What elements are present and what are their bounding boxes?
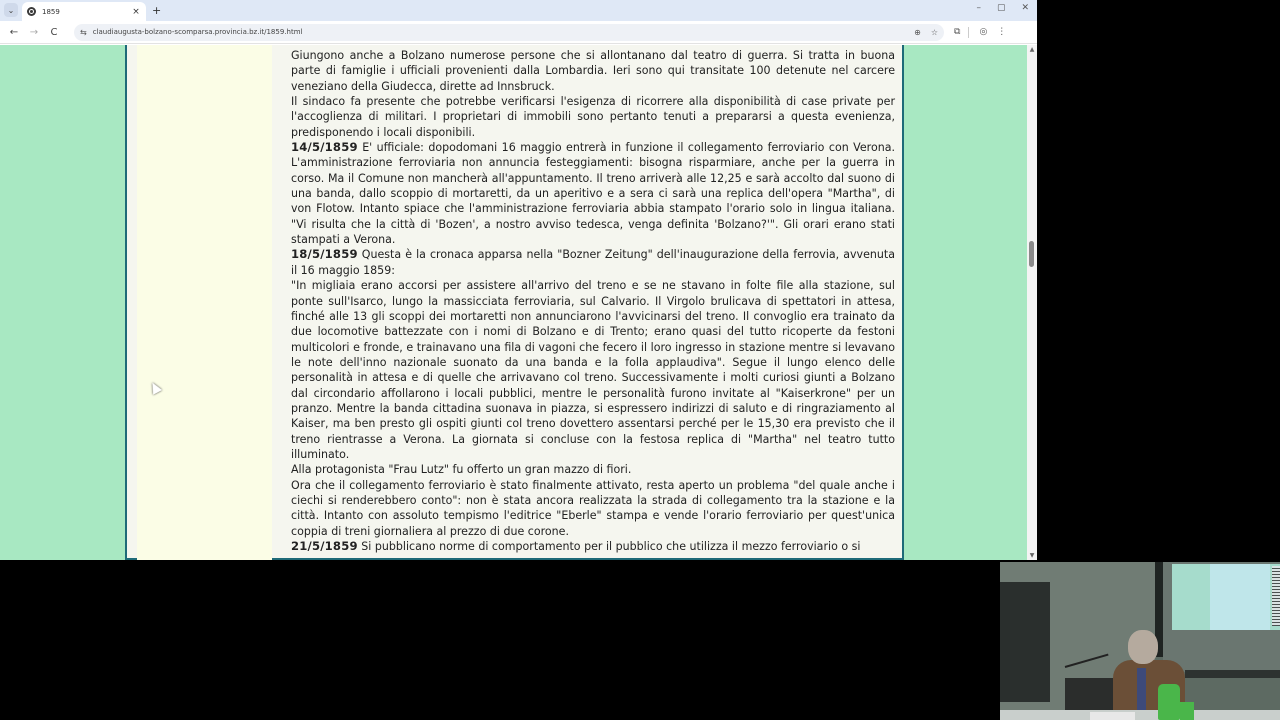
paragraph: Alla protagonista "Frau Lutz" fu offerto un gran mazzo di fiori. xyxy=(291,463,632,477)
paragraph: Ora che il collegamento ferroviario è stato finalmente attivato, resta aperto un problema "del quale anche i ciechi si renderebbero conto": non è stata ancora realizzata la strada di collegamento tra la stazione e la città. Intanto con assoluto tempismo l'editrice "Eberle" stampa e vende l'orario ferroviario per quest'unica coppia di treni giornaliera al prezzo di due corone. xyxy=(291,478,895,538)
article-content xyxy=(291,48,895,554)
globe-icon xyxy=(27,7,36,16)
webcam-desk xyxy=(1000,710,1280,720)
site-info-icon[interactable]: ⇆ xyxy=(80,27,87,37)
tab-strip xyxy=(0,0,1037,21)
webcam-projected-text xyxy=(1272,566,1280,626)
paragraph: "In migliaia erano accorsi per assistere all'arrivo del treno e se ne stavano in folte file alla stazione, sul ponte sull'Isarco, lungo la massicciata ferroviaria, sul Calvario. Il Virgolo brulicava di spettatori in attesa, finché alle 13 gli scoppi dei mortaretti non annunciarono l'avvicinarsi del treno. Il convoglio era trainato da due locomotive battezzate con i nomi di Bolzano e di Trento; erano quasi del tutto ricoperte da festoni multicolori e fronde, e trainavano una fila di vagoni che fecero il loro ingresso in stazione mentre si levavano le note dell'inno nazionale suonato da una banda e la folla applaudiva". Segue il lungo elenco delle personalità in attesa e di quelle che arrivavano col treno. Successivamente i molti curiosi giunti a Bolzano dal circondario affollarono i locali pubblici, mentre le personalità furono invitate al "Kaiserkrone" per un pranzo. Mentre la banda cittadina suonava in piazza, si espressero indirizzi di saluto e di ringraziamento al Kaiser, ma ben presto gli ospiti giunti col treno dovettero assentarsi perché per le 15,30 era previsto che il treno rientrasse a Verona. La giornata si concluse con la festosa replica di "Martha" nel teatro tutto illuminato. xyxy=(291,279,895,461)
entry-date: 21/5/1859 xyxy=(291,539,358,553)
window-controls xyxy=(976,3,1029,13)
webcam-overlay xyxy=(1000,562,1280,720)
extensions-icon[interactable]: ⧉ xyxy=(954,27,961,37)
menu-icon[interactable]: ⋮ xyxy=(997,27,1007,37)
browser-toolbar xyxy=(0,21,1037,44)
scroll-down-arrow-icon[interactable]: ▼ xyxy=(1029,552,1035,559)
tab-1859[interactable] xyxy=(22,2,146,21)
webcam-cabinet xyxy=(1000,582,1050,702)
left-column xyxy=(137,45,272,560)
toolbar-divider xyxy=(968,27,969,38)
page-viewport xyxy=(0,45,1037,560)
scrollbar-thumb[interactable] xyxy=(1029,241,1034,267)
webcam-laptop xyxy=(1065,678,1120,710)
webcam-nameplate xyxy=(1090,712,1135,720)
back-button[interactable]: ← xyxy=(9,26,19,38)
webcam-bottle xyxy=(1158,684,1180,720)
close-tab-icon[interactable]: × xyxy=(132,6,140,17)
profile-icon[interactable]: ◎ xyxy=(979,27,988,37)
webcam-beam xyxy=(1185,670,1280,678)
paragraph: 21/5/1859 Si pubblicano norme di comportamento per il pubblico che utilizza il mezzo ferroviario o si xyxy=(291,539,861,553)
webcam-cup xyxy=(1180,702,1194,720)
close-window-button[interactable]: ✕ xyxy=(1021,3,1029,13)
forward-button[interactable]: → xyxy=(29,26,39,38)
bookmark-star-icon[interactable]: ☆ xyxy=(930,27,938,37)
webcam-speaker-head xyxy=(1128,630,1158,664)
paragraph: 14/5/1859 E' ufficiale: dopodomani 16 maggio entrerà in funzione il collegamento ferroviario con Verona. L'amministrazione ferroviaria non annuncia festeggiamenti: bisogna risparmiare, anche per la guerra in corso. Ma il Comune non mancherà all'appuntamento. Il treno arriverà alle 12,25 e sarà accolto dal suono di una banda, dallo scoppio di mortaretti, da un aperitivo e a sera ci sarà una replica dell'opera "Martha", di von Flotow. Intanto spiace che l'amministrazione ferroviaria abbia stampato l'orario solo in lingua italiana. "Vi risulta che la città di 'Bozen', a nostro avviso tedesca, venga definita 'Bolzano?'". Gli orari erano stati stampati a Verona. xyxy=(291,140,895,247)
url-text[interactable]: claudiaugusta-bolzano-scomparsa.provincia.bz.it/1859.html xyxy=(92,28,303,36)
entry-date: 18/5/1859 xyxy=(291,247,358,262)
zoom-icon[interactable]: ⊕ xyxy=(914,27,921,37)
maximize-button[interactable]: ▢ xyxy=(996,3,1006,13)
tab-search-icon[interactable]: ⌄ xyxy=(4,3,18,17)
minimize-button[interactable]: – xyxy=(976,3,981,13)
webcam-projected-page xyxy=(1210,564,1270,630)
address-bar[interactable] xyxy=(74,24,944,41)
scroll-up-arrow-icon[interactable]: ▲ xyxy=(1029,46,1035,53)
paragraph: 18/5/1859 Questa è la cronaca apparsa nella "Bozner Zeitung" dell'inaugurazione della ferrovia, avvenuta il 16 maggio 1859: xyxy=(291,247,895,277)
new-tab-button[interactable]: + xyxy=(152,4,162,17)
webcam-speaker-tie xyxy=(1137,668,1146,710)
paragraph: Giungono anche a Bolzano numerose persone che si allontanano dal teatro di guerra. Si tratta in buona parte di famiglie i ufficiali provenienti dalla Lombardia. Ieri sono qui transitate 100 detenute nel carcere veneziano della Giudecca, dirette ad Innsbruck. xyxy=(291,49,895,93)
paragraph: Il sindaco fa presente che potrebbe verificarsi l'esigenza di ricorrere alla disponibilità di case private per l'accoglienza di militari. I proprietari di immobili sono pertanto tenuti a prepararsi a questa evenienza, predisponendo i locali disponibili. xyxy=(291,95,895,139)
tab-title: 1859 xyxy=(42,7,60,16)
vertical-scrollbar[interactable] xyxy=(1027,45,1037,560)
reload-button[interactable]: C xyxy=(50,26,58,38)
page-frame xyxy=(125,45,904,560)
entry-date: 14/5/1859 xyxy=(291,140,358,155)
